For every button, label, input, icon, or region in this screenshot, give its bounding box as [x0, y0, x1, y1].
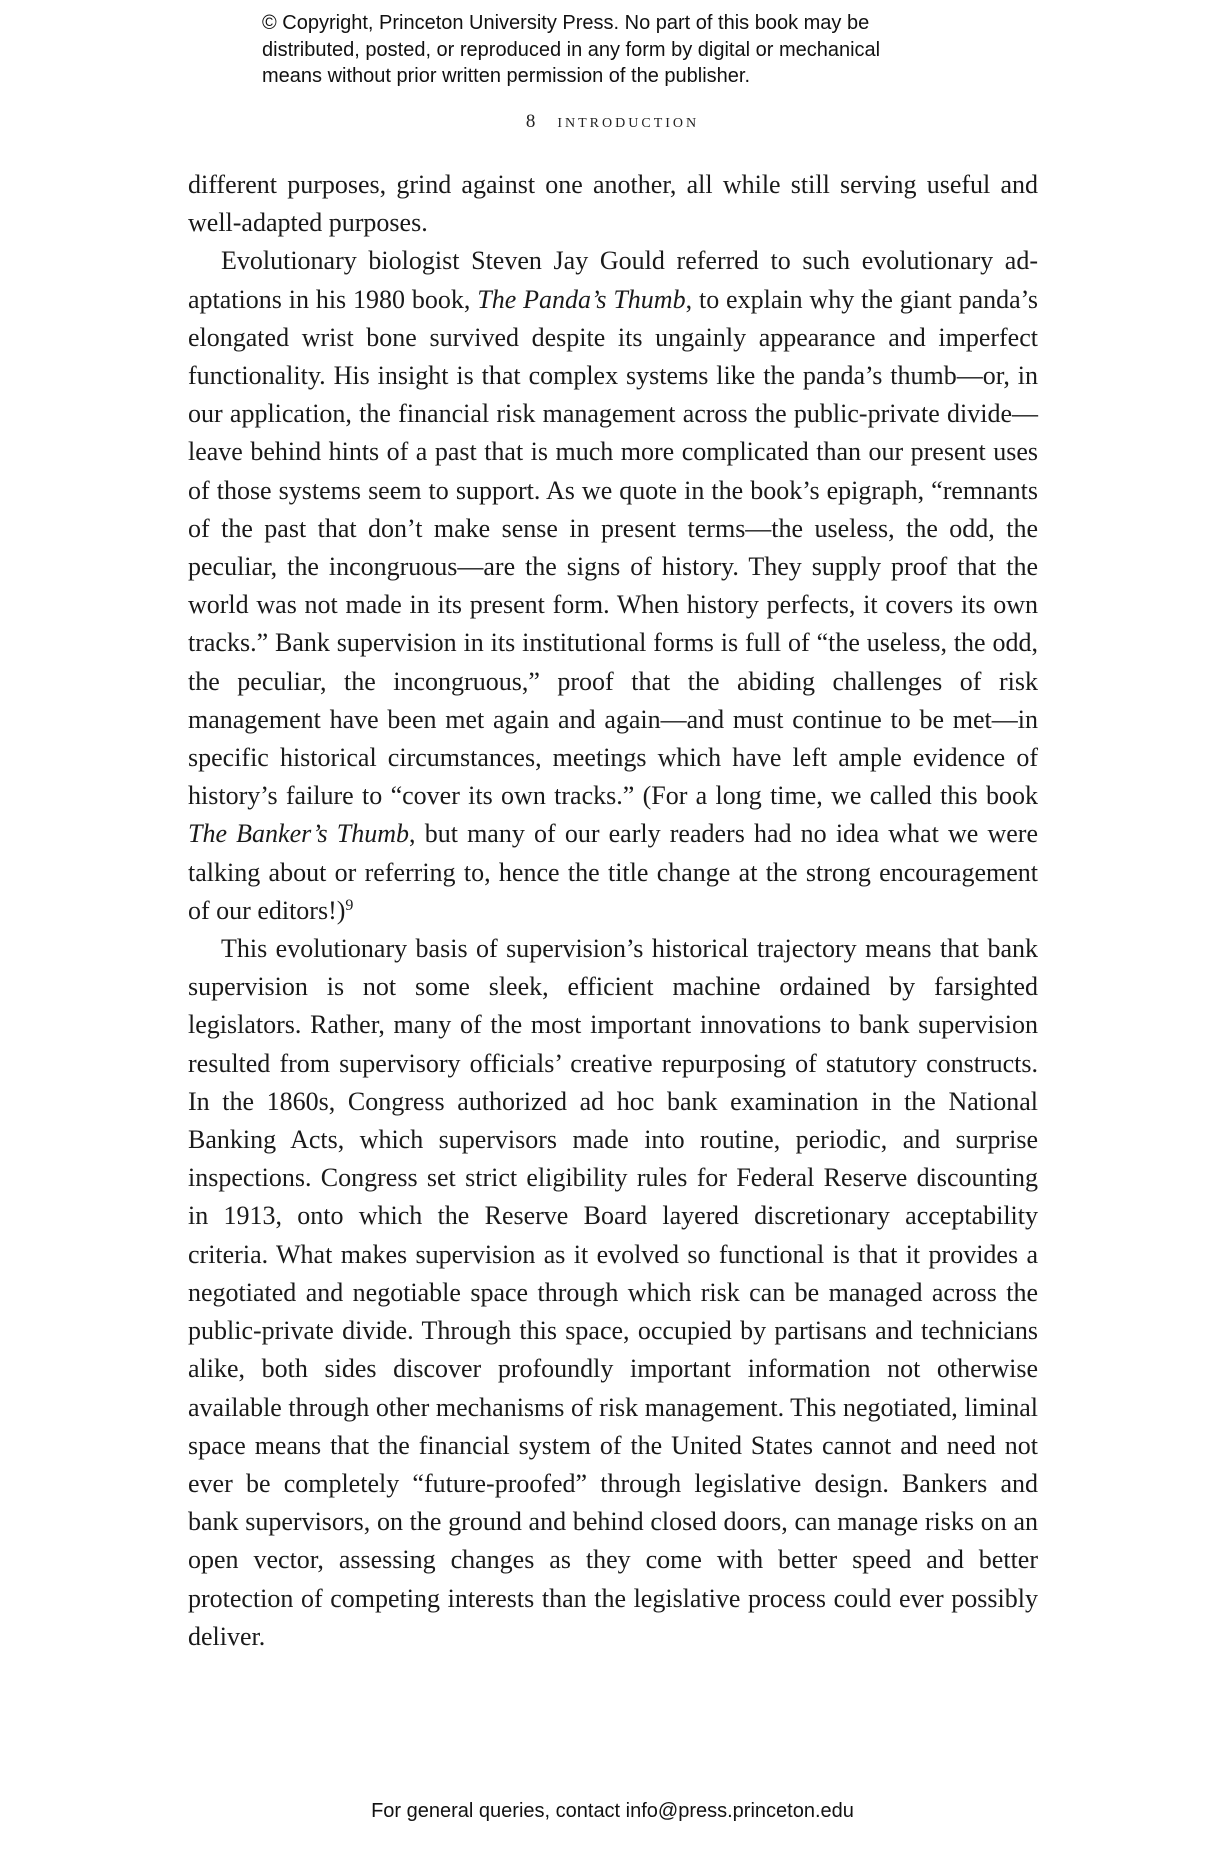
copyright-line-2: distributed, posted, or reproduced in any form by digital or mechanical: [262, 38, 881, 61]
body-text: [188, 166, 1038, 1656]
book-title-bankers-thumb: The Banker’s Thumb: [188, 819, 410, 849]
footer-contact: For general queries, contact info@press.princeton.edu: [371, 1800, 854, 1822]
running-head: [0, 110, 1225, 133]
paragraph-2-part-b: , to explain why the giant panda’s elongated wrist bone survived despite its ungainly appearance and imperfect functionality. His insight is that complex systems like the panda’s thumb—or, in our application, the financial risk management across the public-private divide—leave behind hints of a past that is much more complicated than our present uses of those systems seem to support. As we quote in the book’s epigraph, “remnants of the past that don’t make sense in present terms—the useless, the odd, the peculiar, the incongruous—are the signs of history. They supply proof that the world was not made in its present form. When history perfects, it covers its own tracks.” Bank supervision in its institutional forms is full of “the useless, the odd, the peculiar, the incongruous,” proof that the abiding challenges of risk management have been met again and again—and must continue to be met—in specific historical circumstances, meetings which have left ample evidence of history’s failure to “cover its own tracks.” (For a long time, we called this book: [188, 284, 1039, 811]
paragraph-2: [188, 242, 1038, 930]
paragraph-2-part-a: Evolutionary biologist Steven Jay Gould referred to such evolutionary adaptations in his 1980 book,: [188, 246, 1038, 314]
copyright-line-1: © Copyright, Princeton University Press. No part of this book may be: [262, 12, 870, 34]
footnote-marker[interactable]: 9: [345, 896, 354, 914]
page-number: 8: [525, 111, 536, 132]
paragraph-2-part-c: , but many of our early readers had no idea what we were talking about or referring to, hence the title change at the strong encouragement of our editors!): [188, 819, 1038, 925]
book-title-pandas-thumb: The Panda’s Thumb: [477, 284, 686, 314]
paragraph-3: This evolutionary basis of supervision’s historical trajectory means that bank supervision is not some sleek, efficient machine ordained by farsighted legislators. Rather, many of the most important innovations to bank supervision resulted from supervisory officials’ creative repurposing of statutory constructs. In the 1860s, Congress authorized ad hoc bank examination in the National Banking Acts, which supervisors made into routine, periodic, and surprise inspections. Congress set strict eligibility rules for Federal Reserve discounting in 1913, onto which the Reserve Board layered discretionary acceptability criteria. What makes supervision as it evolved so functional is that it provides a negotiated and negotiable space through which risk can be managed across the public-private divide. Through this space, occupied by partisans and technicians alike, both sides discover profoundly important information not otherwise available through other mechanisms of risk management. This negotiated, liminal space means that the financial system of the United States cannot and need not ever be completely “future-proofed” through legislative design. Bankers and bank supervisors, on the ground and behind closed doors, can manage risks on an open vector, assessing changes as they come with better speed and better protection of competing interests than the legislative process could ever possibly deliver.: [188, 934, 1038, 1651]
paragraph-1: different purposes, grind against one another, all while still serving useful and well-adapted purposes.: [188, 170, 1038, 238]
section-title: introduction: [557, 110, 700, 132]
copyright-notice: [262, 10, 982, 90]
copyright-line-3: means without prior written permission of the publisher.: [262, 65, 751, 87]
